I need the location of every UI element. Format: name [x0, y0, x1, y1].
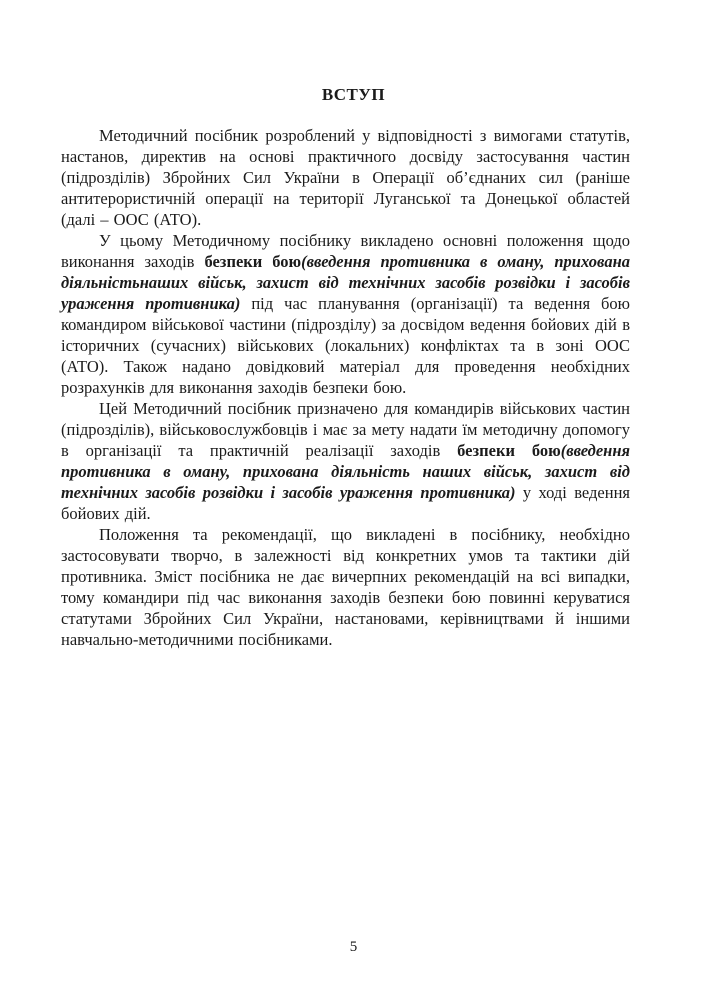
text-segment: у ході ведення бойових дій. — [61, 483, 630, 523]
text-segment: У цьому Методичному посібнику викладено основні положення щодо виконання заходів — [61, 231, 630, 271]
text-segment: (введення противника в оману, прихована діяльність наших військ, захист від технічних засобів розвідки і засобів ураження противника) — [61, 441, 630, 502]
text-segment: безпеки бою — [457, 441, 561, 460]
paragraph — [61, 125, 630, 230]
text-segment: безпеки бою — [204, 252, 302, 271]
text-segment: Положення та рекомендації, що викладені в посібнику, необхідно застосовувати творчо, в залежності від конкретних умов та тактики дій противника. Зміст посібника не дає вичерпних рекомендацій на всі випадки, тому командири під час виконання заходів безпеки бою повинні керуватися статутами Збройних Сил України, настановами, керівництвами й іншими навчально-методичними посібниками. — [61, 525, 630, 649]
text-segment: Методичний посібник розроблений у відповідності з вимогами статутів, настанов, директив на основі практичного досвіду застосування частин (підрозділів) Збройних Сил України в Операції об’єднаних сил (раніше антитерористичній операції на території Луганської та Донецької областей (далі – ООС (АТО). — [61, 126, 630, 229]
paragraph — [61, 398, 630, 524]
text-segment: під час планування (організації) та ведення бою командиром військової частини (підрозділу) за досвідом ведення бойових дій в історичних (сучасних) військових (локальних) конфліктах та в зоні ООС (АТО). Також надано довідковий матеріал для проведення необхідних розрахунків для виконання заходів безпеки бою. — [61, 294, 630, 397]
page-number: 5 — [349, 939, 358, 955]
paragraph — [61, 230, 630, 398]
document-body — [61, 125, 630, 650]
page-title: ВСТУП — [321, 85, 386, 104]
text-segment: (введення противника в оману, прихована діяльністьнаших військ, захист від технічних засобів розвідки і засобів ураження противника) — [61, 252, 630, 313]
paragraph — [61, 524, 630, 650]
text-segment: Цей Методичний посібник призначено для командирів військових частин (підрозділів), військовослужбовців і має за мету надати їм методичну допомогу в організації та практичній реалізації заходів — [61, 399, 630, 460]
